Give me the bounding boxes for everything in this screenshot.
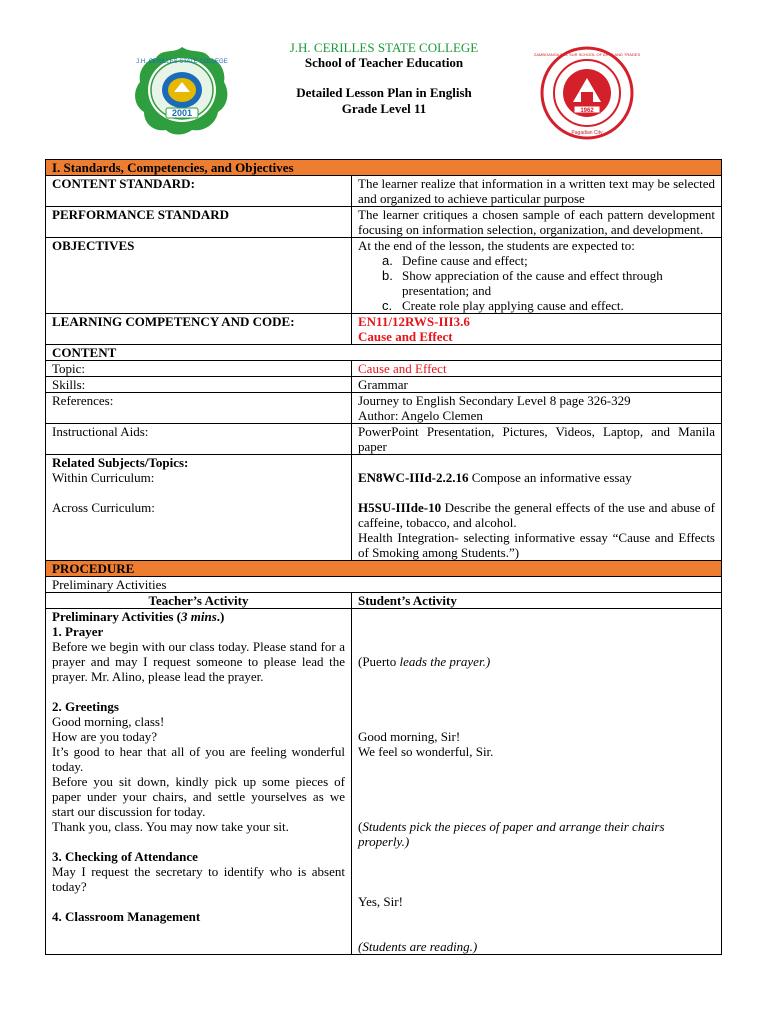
prelim-activities-heading: Preliminary Activities (3 mins.) <box>52 609 225 624</box>
student-activities <box>352 609 722 955</box>
objective-text: Show appreciation of the cause and effect through presentation; and <box>402 268 663 298</box>
trade-school-seal-logo <box>533 46 641 140</box>
greetings-line: It’s good to hear that all of you are feeling wonderful today. <box>52 744 345 774</box>
attendance-student-text: Yes, Sir! <box>358 894 403 909</box>
references-label: References: <box>46 393 352 424</box>
performance-standard-label: PERFORMANCE STANDARD <box>46 207 352 238</box>
procedure-title: PROCEDURE <box>46 561 722 577</box>
right-seal-city: Pagadian City <box>571 130 603 136</box>
references-author: Author: Angelo Clemen <box>358 408 483 423</box>
greetings-line: How are you today? <box>52 729 158 744</box>
greetings-student-line: Good morning, Sir! <box>358 729 461 744</box>
management-student-text: (Students are reading.) <box>358 939 478 954</box>
prayer-heading: 1. Prayer <box>52 624 104 639</box>
objectives-cell <box>352 238 722 314</box>
objectives-intro: At the end of the lesson, the students are expected to: <box>358 238 635 253</box>
content-header-row <box>46 345 722 361</box>
competency-code: EN11/12RWS-III3.6 <box>358 314 470 329</box>
section-standards-title: I. Standards, Competencies, and Objectives <box>46 160 722 176</box>
related-row <box>46 455 722 561</box>
attendance-teacher-text: May I request the secretary to identify who is absent today? <box>52 864 345 894</box>
topic-label: Topic: <box>46 361 352 377</box>
right-seal-ring-text: ZAMBOANGA DEL SUR SCHOOL OF ARTS AND TRADES <box>533 52 641 57</box>
aids-label: Instructional Aids: <box>46 424 352 455</box>
activity-heading-row <box>46 593 722 609</box>
plan-title: Detailed Lesson Plan in English <box>296 85 472 100</box>
across-code: H5SU-IIIde-10 <box>358 500 442 515</box>
right-seal-year: 1962 <box>580 108 594 114</box>
objective-item <box>382 268 715 298</box>
objective-item <box>382 253 715 268</box>
objectives-list <box>358 253 715 313</box>
skills-value: Grammar <box>352 377 722 393</box>
teacher-activities <box>46 609 352 955</box>
health-integration: Health Integration- selecting informative essay “Cause and Effects of Smoking among Students.”) <box>358 530 715 560</box>
teacher-activity-heading: Teacher’s Activity <box>46 593 352 609</box>
greetings-line: Thank you, class. You may now take your sit. <box>52 819 289 834</box>
greetings-student-action: (Students pick the pieces of paper and arrange their chairs properly.) <box>358 819 665 849</box>
objective-marker: a. <box>382 253 393 268</box>
objective-marker: b. <box>382 268 393 283</box>
college-name: J.H. CERILLES STATE COLLEGE <box>289 40 479 55</box>
prayer-student-text: (Puerto leads the prayer.) <box>358 654 491 669</box>
lesson-plan-table <box>45 159 722 955</box>
left-seal-ring-text: J.H. CERILLES STATE COLLEGE <box>136 59 228 65</box>
content-standard-row <box>46 176 722 207</box>
college-seal-logo <box>134 46 230 134</box>
competency-cell <box>352 314 722 345</box>
across-value <box>358 500 715 530</box>
within-code: EN8WC-IIId-2.2.16 <box>358 470 469 485</box>
prelim-label: Preliminary Activities <box>46 577 722 593</box>
within-text: Compose an informative essay <box>468 470 632 485</box>
management-heading: 4. Classroom Management <box>52 909 201 924</box>
content-standard-label: CONTENT STANDARD: <box>46 176 352 207</box>
school-name: School of Teacher Education <box>304 55 464 70</box>
section-standards-header <box>46 160 722 176</box>
activities-row <box>46 609 722 955</box>
skills-label: Skills: <box>46 377 352 393</box>
greetings-heading: 2. Greetings <box>52 699 119 714</box>
procedure-header-row <box>46 561 722 577</box>
related-labels <box>46 455 352 561</box>
objective-text: Create role play applying cause and effect. <box>402 298 624 313</box>
aids-row <box>46 424 722 455</box>
greetings-student-line: We feel so wonderful, Sir. <box>358 744 494 759</box>
document-header <box>0 0 768 150</box>
references-row <box>46 393 722 424</box>
content-standard-value: The learner realize that information in a written text may be selected and organized to achieve particular purpose <box>352 176 722 207</box>
skills-row <box>46 377 722 393</box>
competency-label: LEARNING COMPETENCY AND CODE: <box>46 314 352 345</box>
within-value <box>358 470 715 485</box>
references-value: Journey to English Secondary Level 8 page 326-329 <box>358 393 631 408</box>
competency-row <box>46 314 722 345</box>
objectives-row <box>46 238 722 314</box>
performance-standard-value: The learner critiques a chosen sample of each pattern development focusing on information selection, organization, and development. <box>352 207 722 238</box>
topic-row <box>46 361 722 377</box>
greetings-line: Before you sit down, kindly pick up some pieces of paper under your chairs, and settle yourselves as we start our discussion for today. <box>52 774 345 819</box>
prayer-teacher-text: Before we begin with our class today. Please stand for a prayer and may I request someone to please lead the prayer. Mr. Alino, please lead the prayer. <box>52 639 345 684</box>
greetings-line: Good morning, class! <box>52 714 165 729</box>
student-activity-heading: Student’s Activity <box>352 593 722 609</box>
performance-standard-row <box>46 207 722 238</box>
objective-marker: c. <box>382 298 393 313</box>
grade-level: Grade Level 11 <box>341 101 427 116</box>
attendance-heading: 3. Checking of Attendance <box>52 849 198 864</box>
objective-item <box>382 298 715 313</box>
references-cell <box>352 393 722 424</box>
across-text: Describe the general effects of the use and abuse of caffeine, tobacco, and alcohol. <box>358 500 715 530</box>
related-label: Related Subjects/Topics: <box>52 455 189 470</box>
within-label: Within Curriculum: <box>52 470 155 485</box>
prelim-time: 3 mins <box>181 609 217 624</box>
aids-value: PowerPoint Presentation, Pictures, Videos, Laptop, and Manila paper <box>352 424 722 455</box>
left-seal-year: 2001 <box>171 108 193 118</box>
content-title: CONTENT <box>46 345 722 361</box>
competency-name: Cause and Effect <box>358 329 453 344</box>
objectives-label: OBJECTIVES <box>46 238 352 314</box>
related-values <box>352 455 722 561</box>
topic-value: Cause and Effect <box>352 361 722 377</box>
objective-text: Define cause and effect; <box>402 253 528 268</box>
prelim-row <box>46 577 722 593</box>
across-label: Across Curriculum: <box>52 500 155 515</box>
